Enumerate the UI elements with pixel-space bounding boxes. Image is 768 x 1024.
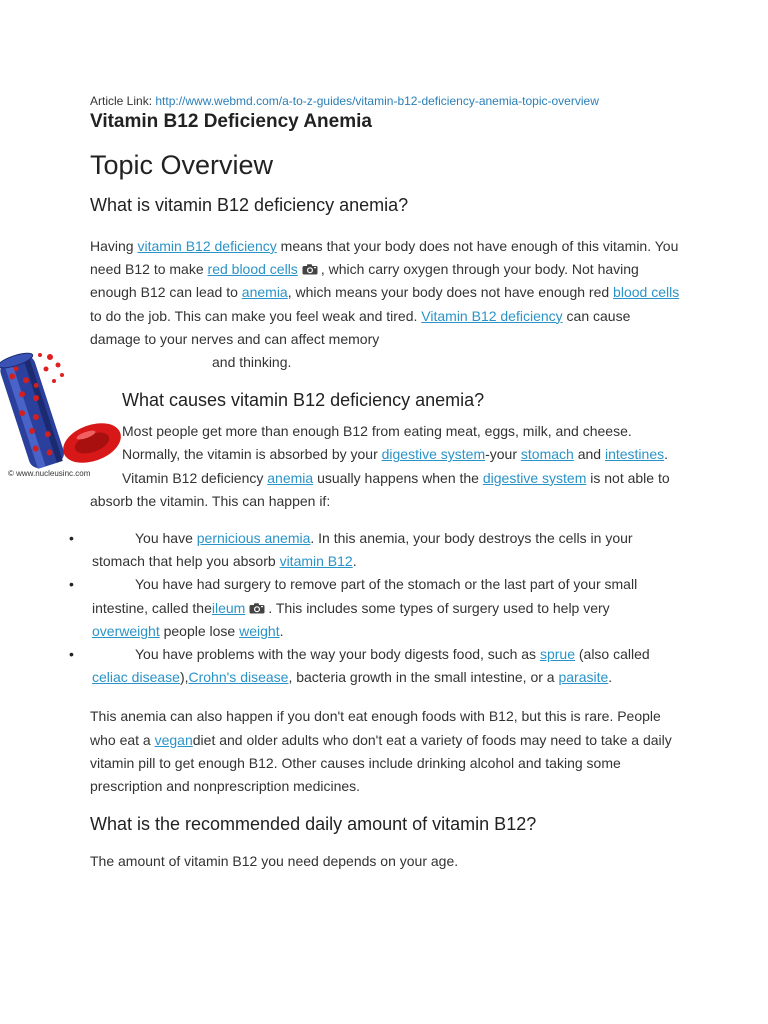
causes-list [69,527,680,689]
link-pernicious-anemia[interactable]: pernicious anemia [196,530,311,547]
bullet-icon: • [69,646,74,663]
link-red-blood-cells[interactable]: red blood cells [207,261,298,278]
camera-icon[interactable] [249,603,265,614]
link-blood-cells[interactable]: blood cells [613,284,680,301]
image-credit: © www.nucleusinc.com [8,469,91,479]
paragraph-what-is: Having vitamin B12 deficiency means that your body does not have enough of this vitamin. You need B12 to make red blood cells , which carry oxygen through your body. Not having enough B12 can lead to anemia, which means your body does not have enough red blood cells to do the job. This can make you feel weak and tired. Vitamin B12 deficiency can cause damage to your nerves and can affect memory [90,238,680,347]
paragraph-rare: This anemia can also happen if you don't eat enough foods with B12, but this is rare. People who eat a vegandiet and older adults who don't eat a variety of foods may need to take a daily vitamin pill to get enough B12. Other causes include drinking alcohol and taking some prescription and nonprescription medicines. [90,708,672,795]
article-link-line [90,92,680,110]
list-item: • You have problems with the way your body digests food, such as sprue (also called celiac disease),Crohn's disease, bacteria growth in the small intestine, or a parasite. [90,643,680,689]
section-heading-what-is: What is vitamin B12 deficiency anemia? [90,195,409,215]
paragraph-daily: The amount of vitamin B12 you need depends on your age. [90,853,459,870]
link-anemia[interactable]: anemia [241,284,288,301]
link-digestive-system[interactable]: digestive system [381,446,486,463]
link-vegan[interactable]: vegan [154,731,193,748]
link-vitamin-b12-deficiency[interactable]: vitamin B12 deficiency [137,238,277,254]
link-crohns-disease[interactable]: Crohn's disease [188,669,289,686]
link-ileum[interactable]: ileum [211,599,246,616]
article-link-url[interactable]: http://www.webmd.com/a-to-z-guides/vitamin-b12-deficiency-anemia-topic-overview [155,94,599,108]
paragraph-what-is-end: and thinking. [212,354,292,371]
link-vitamin-b12[interactable]: vitamin B12 [279,553,353,570]
link-vitamin-b12-deficiency-2[interactable]: Vitamin B12 deficiency [421,307,563,324]
article [8,92,680,873]
list-item: • You have had surgery to remove part of the stomach or the last part of your small intestine, called theileum . This includes some types of surgery used to help very overweight people lose weight. [90,573,680,643]
blood-vessel-illustration [0,351,122,481]
link-anemia-2[interactable]: anemia [267,469,314,486]
link-parasite[interactable]: parasite [558,669,609,686]
link-intestines[interactable]: intestines [604,446,665,463]
document-title: Vitamin B12 Deficiency Anemia [90,111,372,132]
list-item: • You have pernicious anemia. In this anemia, your body destroys the cells in your stomach that help you absorb vitamin B12. [90,527,680,573]
link-sprue[interactable]: sprue [539,646,575,663]
link-weight[interactable]: weight [239,622,280,639]
link-stomach[interactable]: stomach [520,446,574,463]
link-digestive-system-2[interactable]: digestive system [482,469,587,486]
bullet-icon: • [69,576,74,593]
topic-heading: Topic Overview [90,150,274,180]
link-overweight[interactable]: overweight [92,622,160,639]
camera-icon[interactable] [302,264,318,275]
article-link-label: Article Link: [90,94,156,108]
section-heading-daily: What is the recommended daily amount of vitamin B12? [90,814,537,835]
link-celiac-disease[interactable]: celiac disease [92,669,180,686]
paragraph-causes: Most people get more than enough B12 from eating meat, eggs, milk, and cheese. Normally, the vitamin is absorbed by your digestive system-your stomach and intestines. Vitamin B12 deficiency anemia usually happens when the digestive system is not able to absorb the vitamin. This can happen if: [90,423,670,509]
causes-wrap [8,351,680,513]
bullet-icon: • [69,530,74,547]
blood-cells-image [0,351,122,481]
section-heading-causes: What causes vitamin B12 deficiency anemia? [122,390,485,411]
